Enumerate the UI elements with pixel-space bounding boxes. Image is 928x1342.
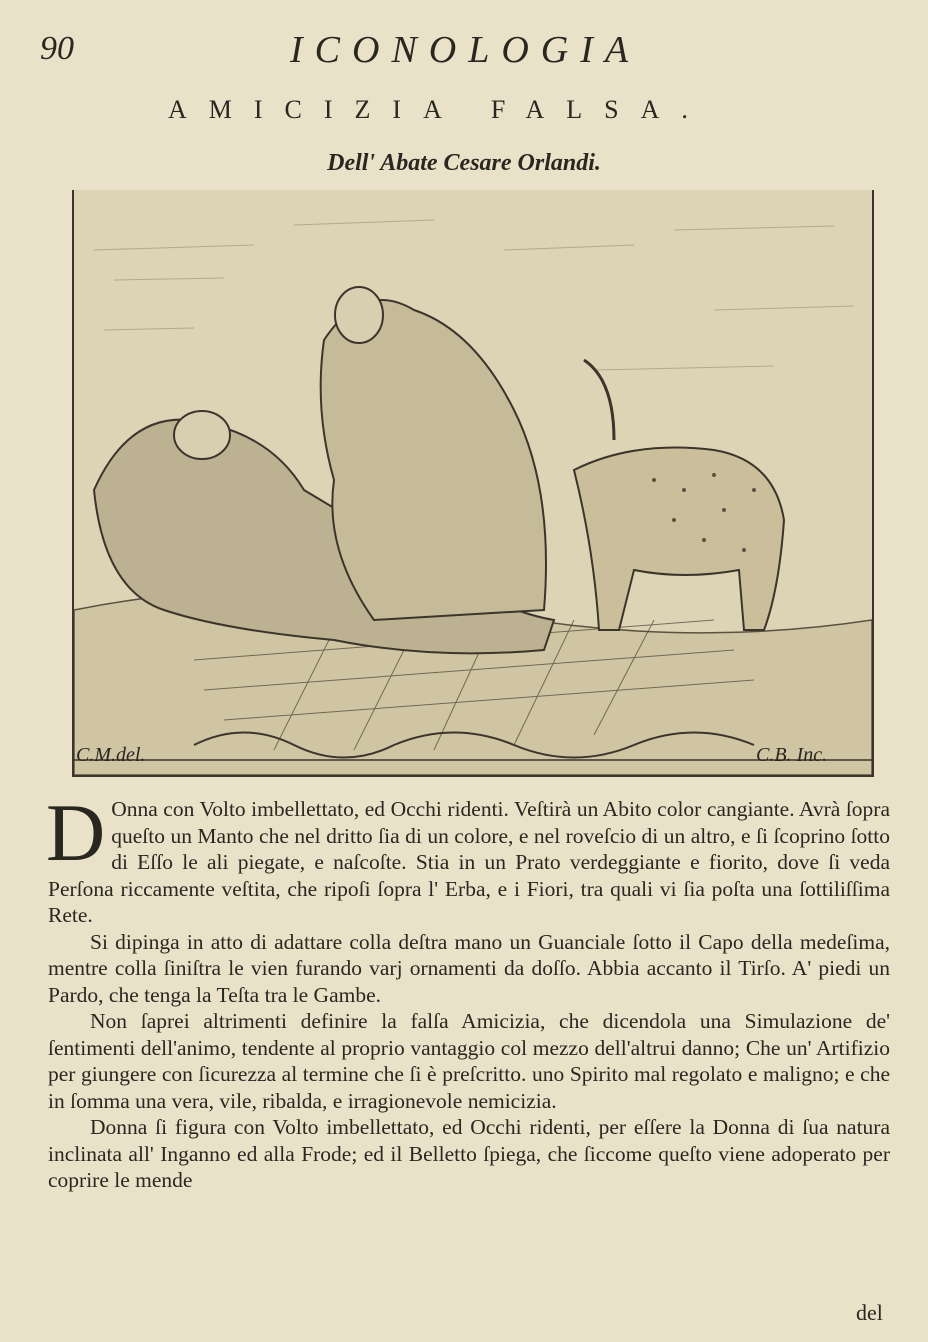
drop-cap: D xyxy=(46,787,106,878)
engraver-credit-left: C.M.del. xyxy=(76,744,146,766)
page-number: 90 xyxy=(40,30,74,67)
running-title: ICONOLOGIA xyxy=(290,29,641,71)
paragraph-1 xyxy=(46,787,890,929)
engraving-illustration xyxy=(74,190,872,775)
author-line: Dell' Abate Cesare Orlandi. xyxy=(327,150,601,176)
paragraph-2: Si dipinga in atto di adattare colla deſtra mano un Guanciale ſotto il Capo della medeſima, mentre colla ſiniſtra le vien furando varj ornamenti da doſſo. Abbia accanto il Tirſo. A' piedi un Pardo, che tenga la Teſta tra le Gambe. xyxy=(48,929,890,1007)
engraving-plate xyxy=(72,190,874,777)
catchword: del xyxy=(856,1300,883,1325)
paragraph-4: Donna ſi figura con Volto imbellettato, ed Occhi ridenti, per eſſere la Donna di ſua natura inclinata all' Inganno ed alla Frode; ed il Belletto ſpiega, che ſiccome queſto viene adoperato per coprire le mende xyxy=(48,1115,890,1192)
engraver-credit-right: C.B. Inc. xyxy=(756,744,828,766)
paragraph-3: Non ſaprei altrimenti definire la falſa Amicizia, che dicendola una Simulazione de' ſentimenti dell'animo, tendente al proprio vantaggio col mezzo dell'altrui danno; Che un' Artifizio per giungere con ſicurezza al termine che ſi è preſcritto. uno Spirito mal regolato e maligno; e che in ſomma una vera, vile, ribalda, e irragionevole nemicizia. xyxy=(48,1009,890,1113)
paragraph-1-text: Onna con Volto imbellettato, ed Occhi ridenti. Veſtirà un Abito color cangiante. Avrà ſopra queſto un Manto che nel dritto ſia di un colore, e nel roveſcio di un altro, e ſi ſcoprino ſotto di Eſſo le ali piegate, e naſcoſte. Stia in un Prato verdeggiante e fiorito, dove ſi veda Perſona riccamente veſtita, che ripoſi ſopra l' Erba, e i Fiori, tra quali vi ſia poſta una ſottiliſſima Rete. xyxy=(48,797,890,927)
chapter-title: AMICIZIA FALSA. xyxy=(168,95,710,124)
body-text xyxy=(46,787,890,1194)
